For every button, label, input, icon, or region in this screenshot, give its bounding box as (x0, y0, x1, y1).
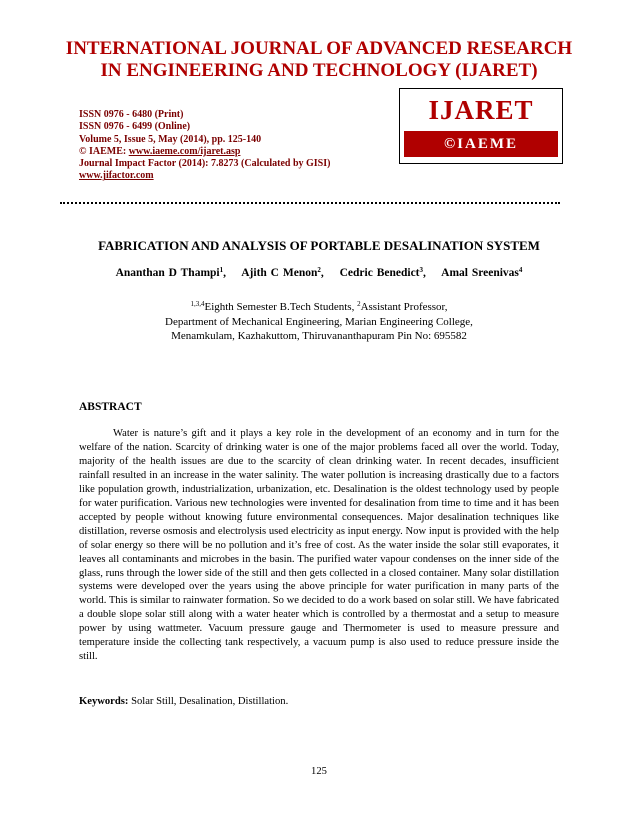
author-4: Amal Sreenivas$^4$ (441, 266, 523, 279)
affiliation-line2: Department of Mechanical Engineering, Marian Engineering College, (165, 315, 473, 328)
impact-factor: Journal Impact Factor (2014): 7.8273 (Calculated by GISI) (79, 158, 331, 170)
keywords-label: Keywords: (79, 696, 129, 707)
header-divider (60, 202, 560, 204)
logo-name: IJARET (428, 95, 534, 125)
journal-title-line2: IN ENGINEERING AND TECHNOLOGY (IJARET) (100, 60, 538, 81)
affiliation-line3: Menamkulam, Kazhakuttom, Thiruvananthapuram Pin No: 695582 (171, 330, 467, 343)
iaeme-prefix: © IAEME: (79, 145, 129, 157)
author-2: Ajith C Menon$^2$, (241, 266, 324, 279)
issn-online: ISSN 0976 - 6499 (Online) (79, 121, 191, 133)
iaeme-link[interactable]: www.iaeme.com/ijaret.asp (128, 145, 241, 157)
abstract-text: Water is nature’s gift and it plays a key role in the development of an economy and in turn for the welfare of the nation. Scarcity of drinking water is one of the major problems faced all over the world. Today, majority of the health issues are due to the scarcity of clean drinking water. In recent decades, insufficient rainfall resulted in an increase in the water salinity. The water pollution is increasing drastically due to a factors like population growth, industrialization, urbanization, etc. Desalination is the oldest technology used by people for water purification. Various new technologies were invented for desalination from time to time and it has been accepted by people without knowing future environmental consequences. Major desalination techniques like distillation, reverse osmosis and electrolysis used electricity as input energy. Now input is provided with the help of solar energy so there will be no pollution and it’s free of cost. As the water inside the solar still evaporates, it leaves all contaminants and microbes in the basin. The purified water vapour condenses on the inner side of the glass, runs through the lower side of the still and then gets collected in a closed container. Many solar distillation systems were developed over the years using the above principle for water purification in many parts of the world. This is similar to rainwater formation. So we decided to do a work based on solar still. We have fabricated a double slope solar still along with a water heater which is controlled by a thermostat and a setup to measure power by using wattmeter. Vacuum pressure gauge and Thermometer is used to measure pressure and temperature inside the collecting tank respectively, a vacuum pump is also used to reduce pressure inside the still. (79, 428, 559, 663)
iaeme-line (79, 146, 330, 158)
author-3: Cedric Benedict$^3$, (339, 266, 426, 279)
volume-info: Volume 5, Issue 5, May (2014), pp. 125-140 (79, 133, 262, 145)
author-list (60, 267, 578, 279)
journal-meta (79, 109, 330, 183)
page-number: 125 (311, 766, 327, 777)
journal-title (60, 38, 578, 82)
logo-band: ©IAEME (404, 131, 558, 157)
issn-print: ISSN 0976 - 6480 (Print) (79, 109, 184, 120)
affiliation-line1: $^{1,3,4}$Eighth Semester B.Tech Students, $^2$Assistant Professor, (190, 300, 448, 313)
affiliation (60, 300, 578, 344)
abstract-heading: ABSTRACT (79, 401, 142, 413)
paper-title: FABRICATION AND ANALYSIS OF PORTABLE DESALINATION SYSTEM (98, 238, 540, 253)
author-1: Ananthan D Thampi$^1$, (115, 266, 226, 279)
journal-logo (399, 88, 563, 164)
jifactor-link[interactable]: www.jifactor.com (79, 170, 154, 182)
jifactor-line (79, 170, 330, 182)
journal-title-line1: INTERNATIONAL JOURNAL OF ADVANCED RESEARCH (65, 38, 573, 59)
keywords (79, 696, 288, 707)
keywords-list: Solar Still, Desalination, Distillation. (128, 696, 289, 707)
